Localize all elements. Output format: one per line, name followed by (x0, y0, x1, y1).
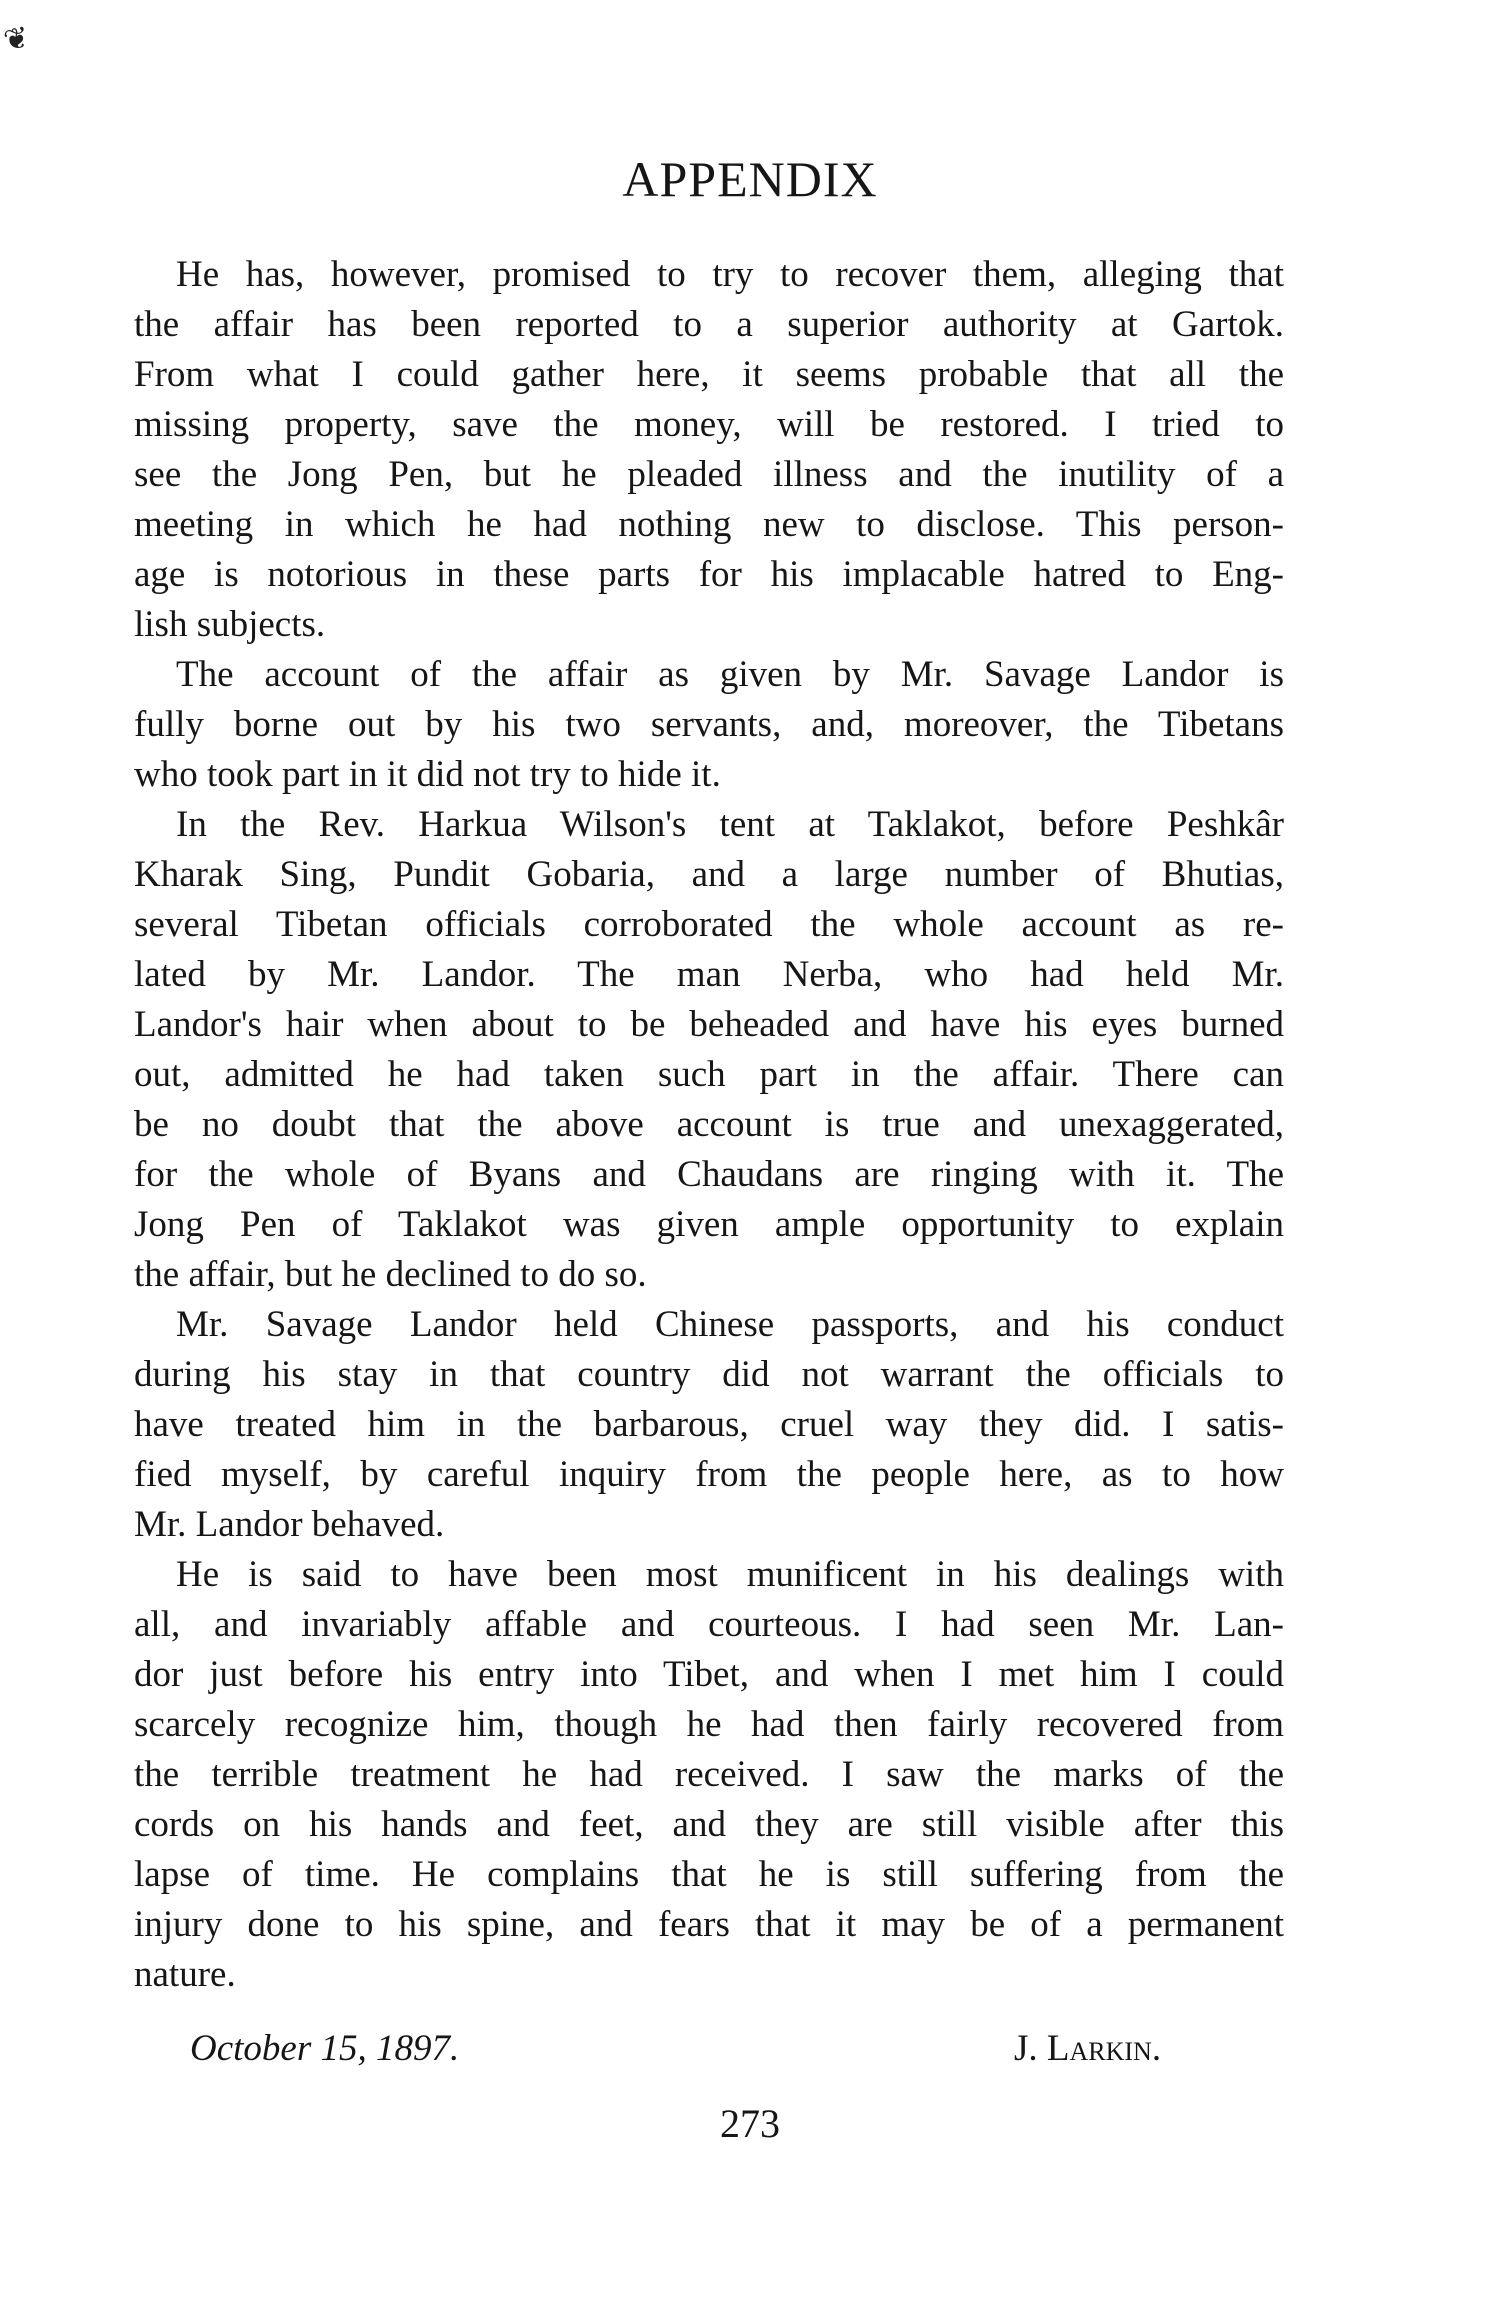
text-line: dor just before his entry into Tibet, and when I met him I could (134, 1654, 1284, 1695)
signoff (134, 2024, 1284, 2074)
text-line: see the Jong Pen, but he pleaded illness and the inutility of a (134, 454, 1284, 495)
text-line: From what I could gather here, it seems probable that all the (134, 354, 1284, 395)
text-line: during his stay in that country did not warrant the officials to (134, 1354, 1284, 1395)
text-line: be no doubt that the above account is true and unexaggerated, (134, 1104, 1284, 1145)
text-line: cords on his hands and feet, and they are still visible after this (134, 1804, 1284, 1845)
body-text (134, 250, 1284, 2000)
paragraph (134, 650, 1284, 800)
text-line: Kharak Sing, Pundit Gobaria, and a large number of Bhutias, (134, 854, 1284, 895)
text-line: the affair has been reported to a superior authority at Gartok. (134, 304, 1284, 345)
text-line: lapse of time. He complains that he is still suffering from the (134, 1854, 1284, 1895)
text-line: several Tibetan officials corroborated the whole account as re- (134, 904, 1284, 945)
printer-mark: ❦ (0, 20, 33, 59)
text-line: have treated him in the barbarous, cruel way they did. I satis- (134, 1404, 1284, 1445)
text-line: fully borne out by his two servants, and, moreover, the Tibetans (134, 704, 1284, 745)
text-line: lated by Mr. Landor. The man Nerba, who had held Mr. (134, 954, 1284, 995)
text-line: Mr. Savage Landor held Chinese passports, and his conduct (176, 1304, 1284, 1345)
text-line: who took part in it did not try to hide it. (134, 754, 721, 795)
text-line: The account of the affair as given by Mr. Savage Landor is (176, 654, 1284, 695)
paragraph (134, 1300, 1284, 1550)
text-line: In the Rev. Harkua Wilson's tent at Taklakot, before Peshkâr (176, 804, 1284, 845)
letter-signature: J. Larkin. (1014, 2028, 1162, 2069)
text-line: age is notorious in these parts for his implacable hatred to Eng- (134, 554, 1284, 595)
paragraph (134, 1550, 1284, 2000)
text-line: out, admitted he had taken such part in the affair. There can (134, 1054, 1284, 1095)
text-line: the affair, but he declined to do so. (134, 1254, 647, 1295)
text-line: all, and invariably affable and courteous. I had seen Mr. Lan- (134, 1604, 1284, 1645)
text-line: the terrible treatment he had received. I saw the marks of the (134, 1754, 1284, 1795)
text-line: Jong Pen of Taklakot was given ample opportunity to explain (134, 1204, 1284, 1245)
text-line: meeting in which he had nothing new to disclose. This person- (134, 504, 1284, 545)
text-line: He is said to have been most munificent in his dealings with (176, 1554, 1284, 1595)
text-line: lish subjects. (134, 604, 326, 645)
paragraph (134, 250, 1284, 650)
text-line: missing property, save the money, will be restored. I tried to (134, 404, 1284, 445)
text-line: nature. (134, 1954, 236, 1995)
page-number: 273 (720, 2101, 780, 2146)
running-head: APPENDIX (622, 151, 878, 207)
text-line: Mr. Landor behaved. (134, 1504, 445, 1545)
text-line: injury done to his spine, and fears that it may be of a permanent (134, 1904, 1284, 1945)
text-line: for the whole of Byans and Chaudans are ringing with it. The (134, 1154, 1284, 1195)
paragraph (134, 800, 1284, 1300)
text-line: He has, however, promised to try to recover them, alleging that (176, 254, 1284, 295)
text-line: scarcely recognize him, though he had then fairly recovered from (134, 1704, 1284, 1745)
text-line: fied myself, by careful inquiry from the people here, as to how (134, 1454, 1284, 1495)
letter-date: October 15, 1897. (190, 2028, 460, 2069)
text-line: Landor's hair when about to be beheaded and have his eyes burned (134, 1004, 1284, 1045)
